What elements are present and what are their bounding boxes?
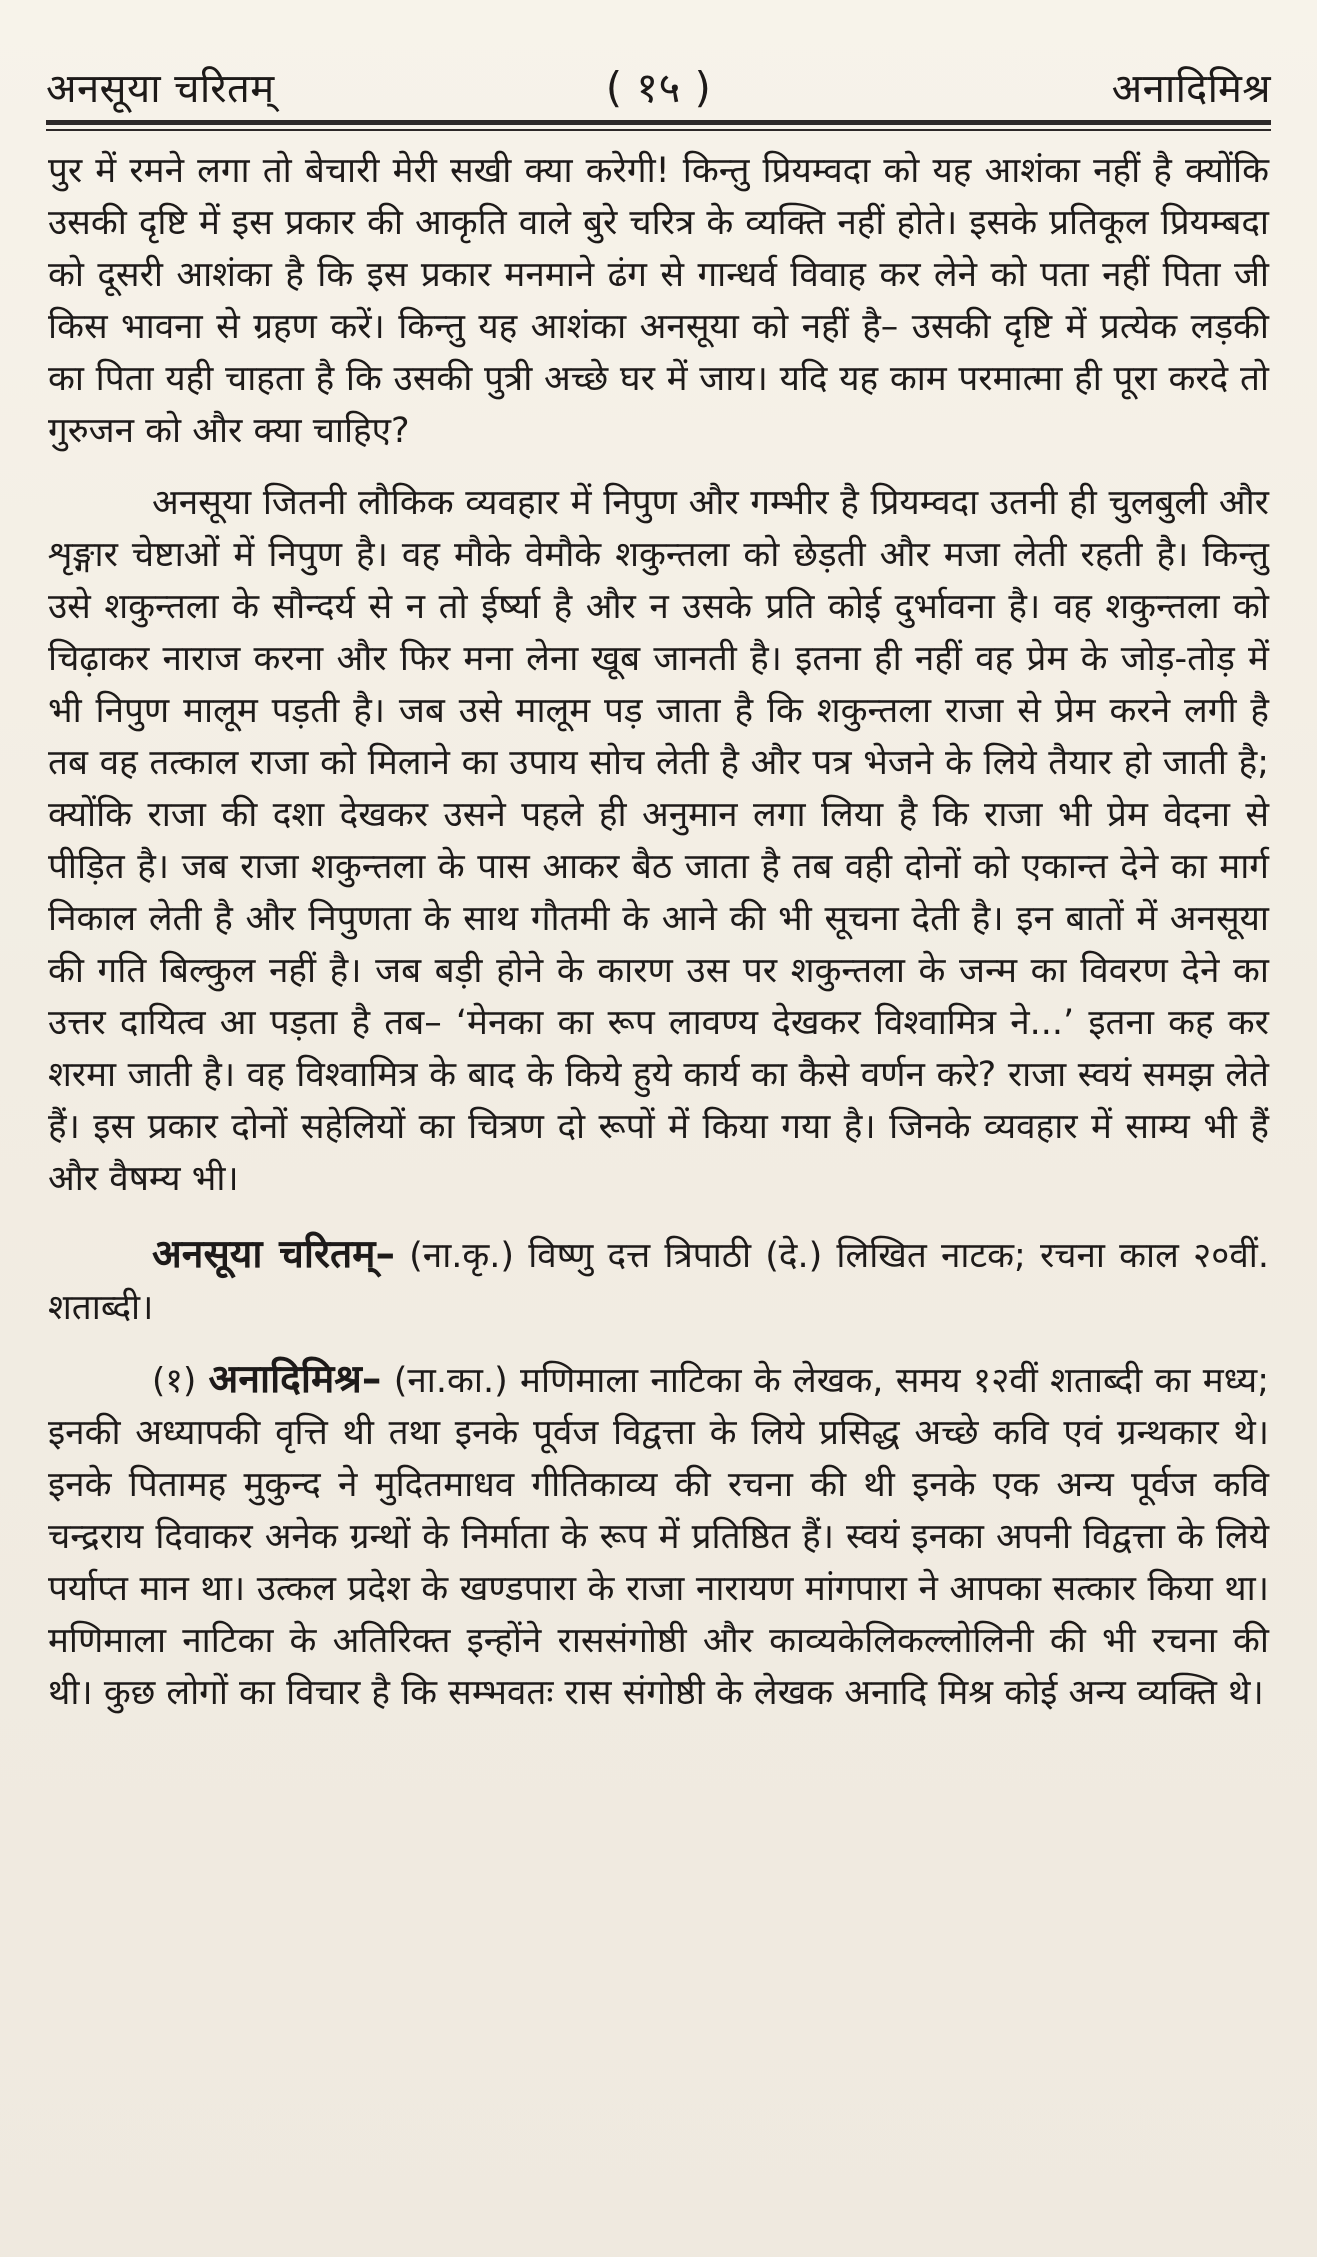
header-rule-bottom	[46, 129, 1271, 131]
paragraph-2: अनसूया जितनी लौकिक व्यवहार में निपुण और गम्भीर है प्रियम्वदा उतनी ही चुलबुली और शृङ्गार चेष्टाओं में निपुण है। वह मौके वेमौके शकुन्तला को छेड़ती और मजा लेती रहती है। किन्तु उसे शकुन्तला के सौन्दर्य से न तो ईर्ष्या है और न उसके प्रति कोई दुर्भावना है। वह शकुन्तला को चिढ़ाकर नाराज करना और फिर मना लेना खूब जानती है। इतना ही नहीं वह प्रेम के जोड़-तोड़ में भी निपुण मालूम पड़ती है। जब उसे मालूम पड़ जाता है कि शकुन्तला राजा से प्रेम करने लगी है तब वह तत्काल राजा को मिलाने का उपाय सोच लेती है और पत्र भेजने के लिये तैयार हो जाती है; क्योंकि राजा की दशा देखकर उसने पहले ही अनुमान लगा लिया है कि राजा भी प्रेम वेदना से पीड़ित है। जब राजा शकुन्तला के पास आकर बैठ जाता है तब वही दोनों को एकान्त देने का मार्ग निकाल लेती है और निपुणता के साथ गौतमी के आने की भी सूचना देती है। इन बातों में अनसूया की गति बिल्कुल नहीं है। जब बड़ी होने के कारण उस पर शकुन्तला के जन्म का विवरण देने का उत्तर दायित्व आ पड़ता है तब– ‘मेनका का रूप लावण्य देखकर विश्वामित्र ने...’ इतना कह कर शरमा जाती है। वह विश्वामित्र के बाद के किये हुये कार्य का कैसे वर्णन करे? राजा स्वयं समझ लेते हैं। इस प्रकार दोनों सहेलियों का चित्रण दो रूपों में किया गया है। जिनके व्यवहार में साम्य भी हैं और वैषम्य भी।	[48, 483, 1269, 1199]
entry-text: (ना.का.) मणिमाला नाटिका के लेखक, समय १२वीं शताब्दी का मध्य; इनकी अध्यापकी वृत्ति थी तथा इनके पूर्वज विद्वत्ता के लिये प्रसिद्ध अच्छे कवि एवं ग्रन्थकार थे। इनके पितामह मुकुन्द ने मुदितमाधव गीतिकाव्य की रचना की थी इनके एक अन्य पूर्वज कवि चन्द्रराय दिवाकर अनेक ग्रन्थों के निर्माता के रूप में प्रतिष्ठित हैं। स्वयं इनका अपनी विद्वत्ता के लिये पर्याप्त मान था। उत्कल प्रदेश के खण्डपारा के राजा नारायण मांगपारा ने आपका सत्कार किया था। मणिमाला नाटिका के अतिरिक्त इन्होंने राससंगोष्ठी और काव्यकेलिकल्लोलिनी की भी रचना की थी। कुछ लोगों का विचार है कि सम्भवतः रास संगोष्ठी के लेखक अनादि मिश्र कोई अन्य व्यक्ति थे।	[48, 1361, 1269, 1713]
entry-text: (ना.कृ.) विष्णु दत्त त्रिपाठी (दे.) लिखित नाटक; रचना काल २०वीं. शताब्दी।	[48, 1236, 1269, 1328]
header-left: अनसूया चरितम्	[46, 65, 275, 112]
paragraph-1: पुर में रमने लगा तो बेचारी मेरी सखी क्या करेगी! किन्तु प्रियम्वदा को यह आशंका नहीं है क्योंकि उसकी दृष्टि में इस प्रकार की आकृति वाले बुरे चरित्र के व्यक्ति नहीं होते। इसके प्रतिकूल प्रियम्बदा को दूसरी आशंका है कि इस प्रकार मनमाने ढंग से गान्धर्व विवाह कर लेने को पता नहीं पिता जी किस भावना से ग्रहण करें। किन्तु यह आशंका अनसूया को नहीं है– उसकी दृष्टि में प्रत्येक लड़की का पिता यही चाहता है कि उसकी पुत्री अच्छे घर में जाय। यदि यह काम परमात्मा ही पूरा करदे तो गुरुजन को और क्या चाहिए?	[48, 151, 1269, 451]
entry-anasuya-charitam	[48, 1229, 1269, 1334]
entry-heading: अनसूया चरितम्–	[152, 1232, 395, 1277]
entry-heading: अनादिमिश्र–	[208, 1357, 382, 1402]
header-rule-top	[46, 120, 1271, 125]
page-number: ( १५ )	[605, 62, 712, 112]
entry-number: (१)	[152, 1361, 197, 1401]
header-right: अनादिमिश्र	[1111, 65, 1271, 112]
entry-anadimishra	[48, 1354, 1269, 1719]
running-header	[46, 52, 1271, 120]
page-body	[48, 145, 1269, 2200]
